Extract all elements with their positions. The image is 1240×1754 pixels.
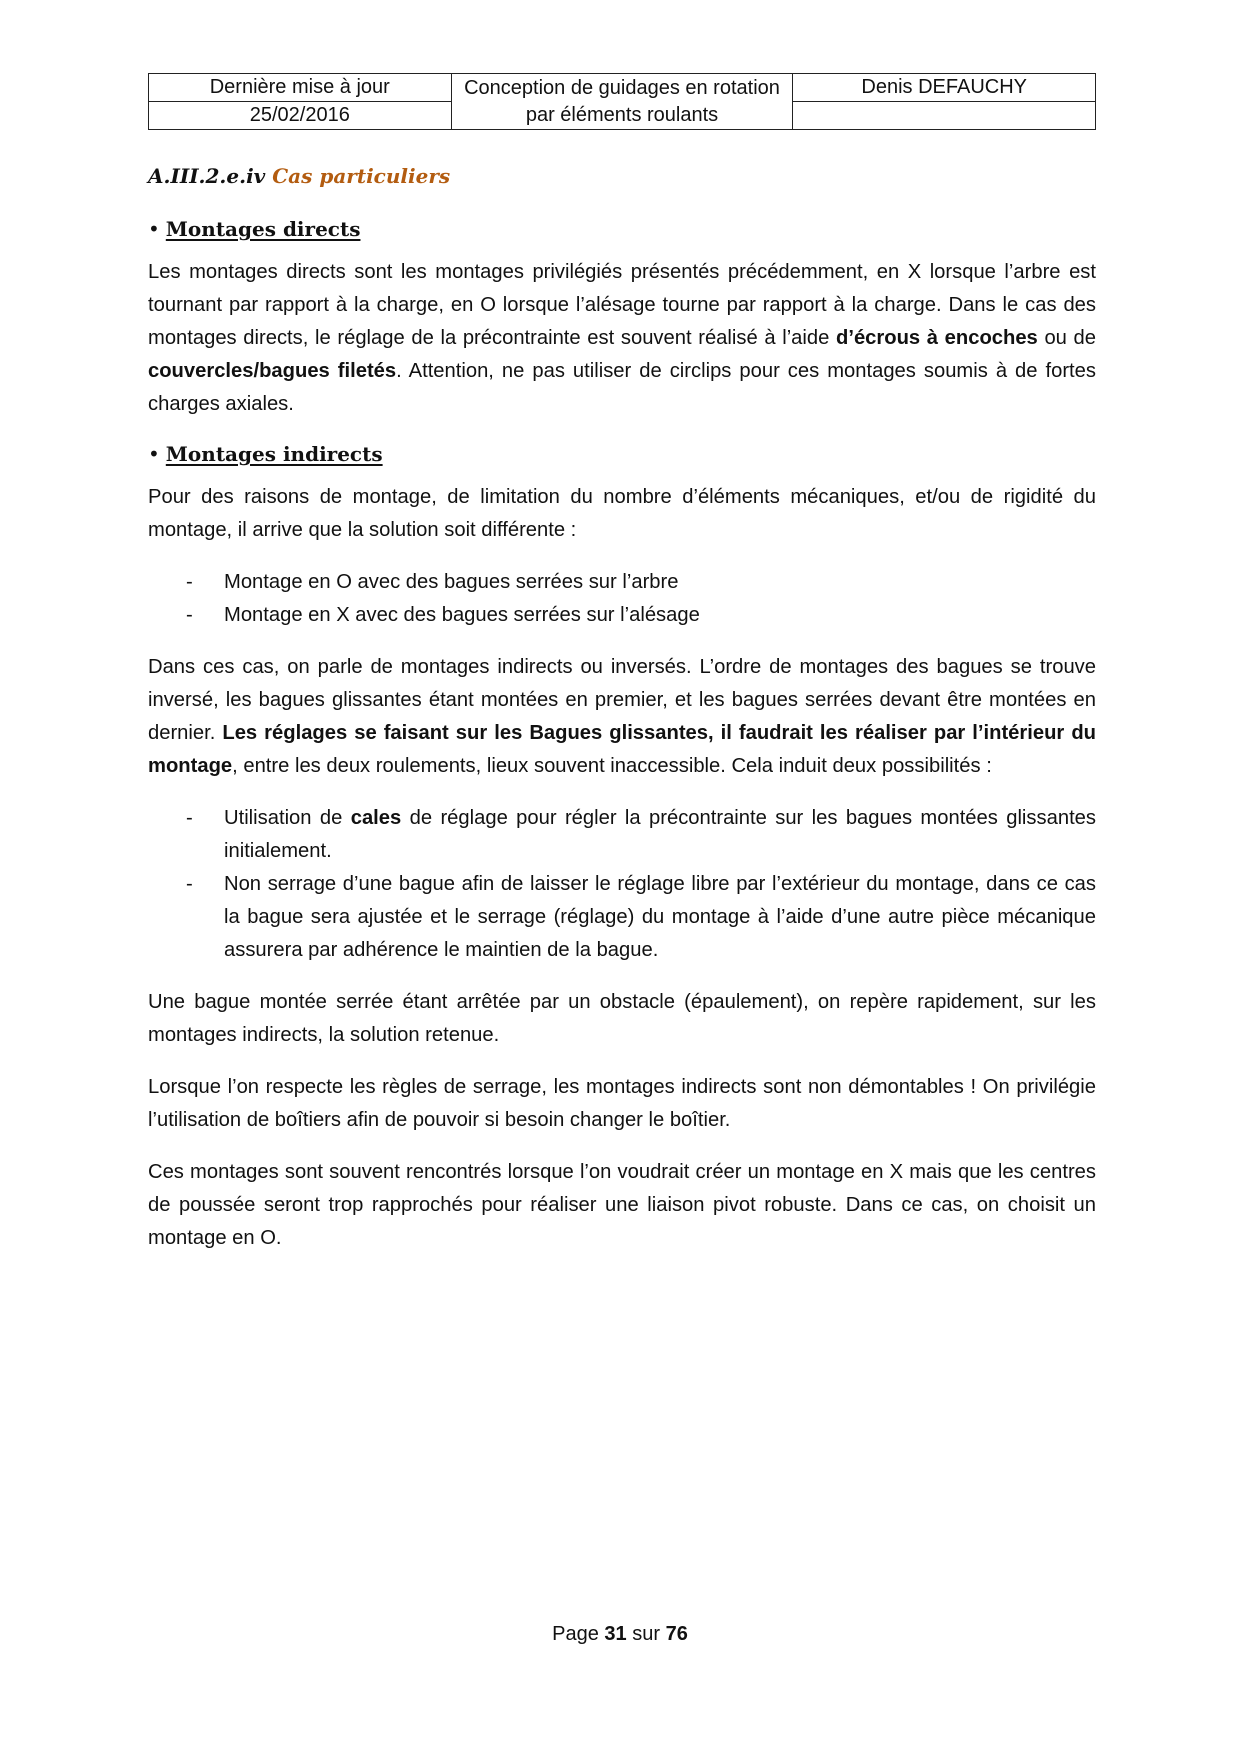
last-update-label: Dernière mise à jour: [149, 74, 452, 102]
text-run: . Attention, ne pas utiliser de circlips pour ces montages soumis à de fortes charges axiales.: [148, 360, 1096, 415]
subheading-direct-text: Montages directs: [165, 217, 361, 241]
paragraph-direct: [148, 256, 1096, 421]
dash-list-1: [148, 566, 1096, 632]
dash-icon: -: [186, 873, 193, 895]
paragraph-indirect-2: [148, 651, 1096, 783]
bold-run: cales: [350, 807, 402, 829]
text-run: Utilisation de: [224, 807, 351, 829]
page-label: Page: [552, 1623, 599, 1645]
section-title: Cas particuliers: [272, 164, 451, 188]
text-run: ou de: [1037, 327, 1096, 349]
text-run: Les montages directs sont les montages privilégiés présentés précédemment, en X lorsque l’arbre est tournant par rapport à la charge, en O lorsque l’alésage tourne par rapport à la charge. Dans le cas des montages directs, le réglage de la précontrainte est souvent réalisé à l’aide: [148, 261, 1096, 349]
subheading-direct: [148, 215, 1096, 243]
subheading-indirect: [148, 440, 1096, 468]
bullet-icon: •: [148, 217, 160, 241]
author-name: Denis DEFAUCHY: [793, 74, 1096, 102]
paragraph-indirect-3: Une bague montée serrée étant arrêtée par un obstacle (épaulement), on repère rapidement, sur les montages indirects, la solution retenue.: [148, 991, 1096, 1046]
subheading-indirect-text: Montages indirects: [165, 442, 383, 466]
page-content: [148, 162, 1096, 1274]
text-run: de réglage pour régler la précontrainte sur les bagues montées glissantes initialement.: [224, 807, 1096, 862]
bold-run: Les réglages se faisant sur les Bagues glissantes, il faudrait les réaliser par l’intérieur du montage: [148, 722, 1096, 777]
text-run: , entre les deux roulements, lieux souvent inaccessible. Cela induit deux possibilités :: [232, 755, 992, 777]
paragraph-indirect-4: Lorsque l’on respecte les règles de serrage, les montages indirects sont non démontables ! On privilégie l’utilisation de boîtiers afin de pouvoir si besoin changer le boîtier.: [148, 1076, 1096, 1131]
dash-icon: -: [186, 571, 193, 593]
total-pages: 76: [665, 1623, 688, 1645]
paragraph-indirect-intro: Pour des raisons de montage, de limitation du nombre d’éléments mécaniques, et/ou de rigidité du montage, il arrive que la solution soit différente :: [148, 486, 1096, 541]
course-title: Conception de guidages en rotation par éléments roulants: [451, 74, 793, 130]
dash-icon: -: [186, 604, 193, 626]
list-item-text: Non serrage d’une bague afin de laisser le réglage libre par l’extérieur du montage, dans ce cas la bague sera ajustée et le serrage (réglage) du montage à l’aide d’une autre pièce mécanique assurera par adhérence le maintien de la bague.: [224, 873, 1096, 961]
dash-icon: -: [186, 807, 193, 829]
bold-run: couvercles/bagues filetés: [148, 360, 397, 382]
list-item: [148, 802, 1096, 868]
paragraph-indirect-5: Ces montages sont souvent rencontrés lorsque l’on voudrait créer un montage en X mais que les centres de poussée seront trop rapprochés pour réaliser une liaison pivot robuste. Dans ce cas, on choisit un montage en O.: [148, 1161, 1096, 1249]
of-label: sur: [632, 1623, 661, 1645]
list-item-text: Montage en X avec des bagues serrées sur l’alésage: [224, 604, 700, 626]
section-heading: [148, 162, 1096, 190]
bold-run: d’écrous à encoches: [836, 327, 1038, 349]
list-item-text: Montage en O avec des bagues serrées sur l’arbre: [224, 571, 679, 593]
page-footer: [0, 1620, 1240, 1648]
section-number: A.III.2.e.iv: [148, 164, 266, 188]
bullet-icon: •: [148, 442, 160, 466]
list-item: [148, 868, 1096, 967]
page-number: 31: [604, 1623, 627, 1645]
list-item: [148, 599, 1096, 632]
author-empty-cell: [793, 102, 1096, 130]
text-run: Dans ces cas, on parle de montages indirects ou inversés. L’ordre de montages des bagues se trouve inversé, les bagues glissantes étant montées en premier, et les bagues serrées devant être montées en dernier.: [148, 656, 1096, 744]
dash-list-2: [148, 802, 1096, 967]
document-header: [148, 73, 1096, 130]
list-item: [148, 566, 1096, 599]
update-date: 25/02/2016: [149, 102, 452, 130]
